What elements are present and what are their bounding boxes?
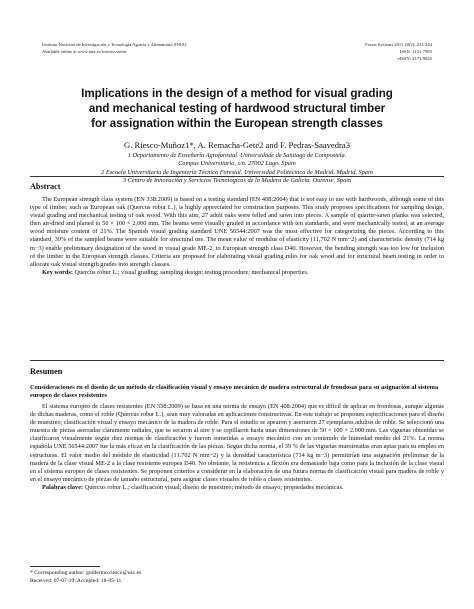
title-line-2: and mechanical testing of hardwood structural timber bbox=[88, 102, 386, 115]
received-accepted-dates: Received: 07-07-10; Accepted: 18-05-11. bbox=[30, 577, 123, 584]
keywords-text: Quercus robur L.; visual grading; sampling design; testing procedure; mechanical properties. bbox=[74, 268, 309, 276]
abstract-heading: Abstract bbox=[30, 182, 61, 191]
palabras-clave-text: Quercus robur L.; clasificación visual; diseño de muestreo; método de ensayo; propiedades mecánicas. bbox=[84, 483, 344, 491]
footnotes bbox=[30, 570, 141, 585]
resumen-keywords bbox=[30, 484, 444, 492]
resumen-paragraph: El sistema europeo de clases resistentes (EN 338:2009) se basa en una norma de ensayo (EN 408:2004) que es difícil de aplicar en frondosas, aunque algunas de dichas maderas, como el roble (Quercus robur L.), sean muy valoradas en aplicaciones constructivas. En este trabajo se proponen especificaciones para el diseño de muestreo, clasificación visual y ensayo mecánico de la madera de roble. Para el estudio se apearon y aserraron 27 ejemplares adultos de roble. Se seleccionó una muestra de piezas aserradas claramente radiales, que se secaron al aire y se cepillaron hasta unas dimensiones de 50 × 100 × 2.000 mm. Las viguetas obtenidas se clasificaron visualmente según diez normas de clasificación y fueron sometidas a ensayo mecánico con un contenido de humedad medio del 21%. La norma española UNE 56544:2007 fue la más eficaz en la clasificación de las piezas. Según dicha norma, el 39 % de las viguetas muestreadas eran aptas para su empleo en estructuras. El valor medio del módulo de elasticidad (11.702 N mm−2) y la densidad característica (714 kg m−3) permitirían una asignación preliminar de la madera de la clase visual ME-2 a la clase resistente europea D40. No obstante, la resistencia a flexión era demasiado baja como para la inclusión de la clase visual en el sistema europeo de clases resistentes. Se proponen criterios a considerar en la elaboración de una futura norma de clasificación visual para madera de roble y en el ensayo mecánico de piezas de tamaño estructural, para asignar clases visuales de roble a clases resistentes. bbox=[30, 403, 444, 483]
keywords-label: Key words: bbox=[42, 268, 73, 276]
journal-header-right bbox=[365, 41, 432, 62]
resumen-heading: Resumen bbox=[30, 367, 63, 376]
affiliation-1-address: Campus Universitario, s/n. 27002 Lugo. Spain bbox=[178, 160, 296, 168]
author-list: G. Riesco-Muñoz1*, A. Remacha-Gete2 and F. Pedras-Saavedra3 bbox=[123, 140, 351, 150]
divider-middle bbox=[30, 360, 444, 361]
paper-title bbox=[40, 86, 434, 131]
resumen-body bbox=[30, 403, 444, 492]
affiliation-2: 2 Escuela Universitaria de Ingeniería Técnica Forestal. Universidad Politécnica de Madrid. Madrid. Spain bbox=[101, 168, 373, 176]
title-line-3: for assignation within the European strength classes bbox=[91, 117, 383, 130]
institute-line: Instituto Nacional de Investigación y Tecnología Agraria y Alimentaria (INIA) bbox=[42, 42, 187, 47]
journal-header-left bbox=[42, 41, 186, 55]
journal-citation: Forest Systems 2011 20(2), 233-244 bbox=[365, 42, 432, 47]
palabras-clave-label: Palabras clave: bbox=[42, 483, 84, 491]
divider-top bbox=[30, 176, 444, 177]
abstract-keywords bbox=[30, 269, 444, 277]
affiliation-3: 3 Centro de Innovación y Servicios Tecnológicos de la Madera de Galicia. Ourense. Spain bbox=[122, 176, 352, 184]
footnote-rule bbox=[30, 566, 100, 567]
affiliations bbox=[40, 152, 434, 185]
resumen-spanish-title: Consideraciones en el diseño de un método de clasificación visual y ensayo mecánico de madera estructural de frondosas para su asignación al sistema europeo de clases resistentes bbox=[30, 384, 439, 400]
abstract-body bbox=[30, 196, 444, 277]
availability-line: Available online at www.inia.es/forestsystems bbox=[42, 49, 127, 54]
title-line-1: Implications in the design of a method for visual grading bbox=[81, 87, 393, 100]
corresponding-author: * Corresponding author: guillermo.riesco@usc.es bbox=[30, 570, 142, 576]
affiliation-1: 1 Departamento de Enxeñaría Agroforestal. Universidade de Santiago de Compostela. bbox=[127, 152, 347, 159]
abstract-paragraph: The European strength class system (EN 338:2009) is based on a testing standard (EN 408:2004) that is not easy to use with hardwoods, although some of this type of timber, such as European oak (Quercus robur L.), is highly appreciated for construction purposes. This study proposes specifications for sampling design, visual grading and mechanical testing of oak wood. With this aim, 27 adult oaks were felled and sawn into pieces. A sample of quarter-sawn planks was selected, then air-dried and planed to 50 × 100 × 2,000 mm. The beams were visually graded in accordance with ten standards, and were mechanically tested, at an average wood moisture content of 21%. The Spanish visual grading standard UNE 56544:2007 was the most effective for categorizing the pieces. According to this standard, 39% of the sampled beams were suitable for structural use. The mean value of modulus of elasticity (11,702 N mm−2) and characteristic density (714 kg m−3) enable preliminary designation of the wood in visual grade ME-2, to European strength class D40. However, the bending strength was too low for inclusion of the timber in the European strength classes. Criteria are proposed for elaborating visual grading rules for oak wood and for structural beam testing in order to allocate oak visual strength grades into strength classes. bbox=[30, 196, 444, 268]
eissn: eISSN: 2171-9845 bbox=[397, 56, 432, 61]
issn: ISSN: 1131-7965 bbox=[399, 49, 432, 54]
